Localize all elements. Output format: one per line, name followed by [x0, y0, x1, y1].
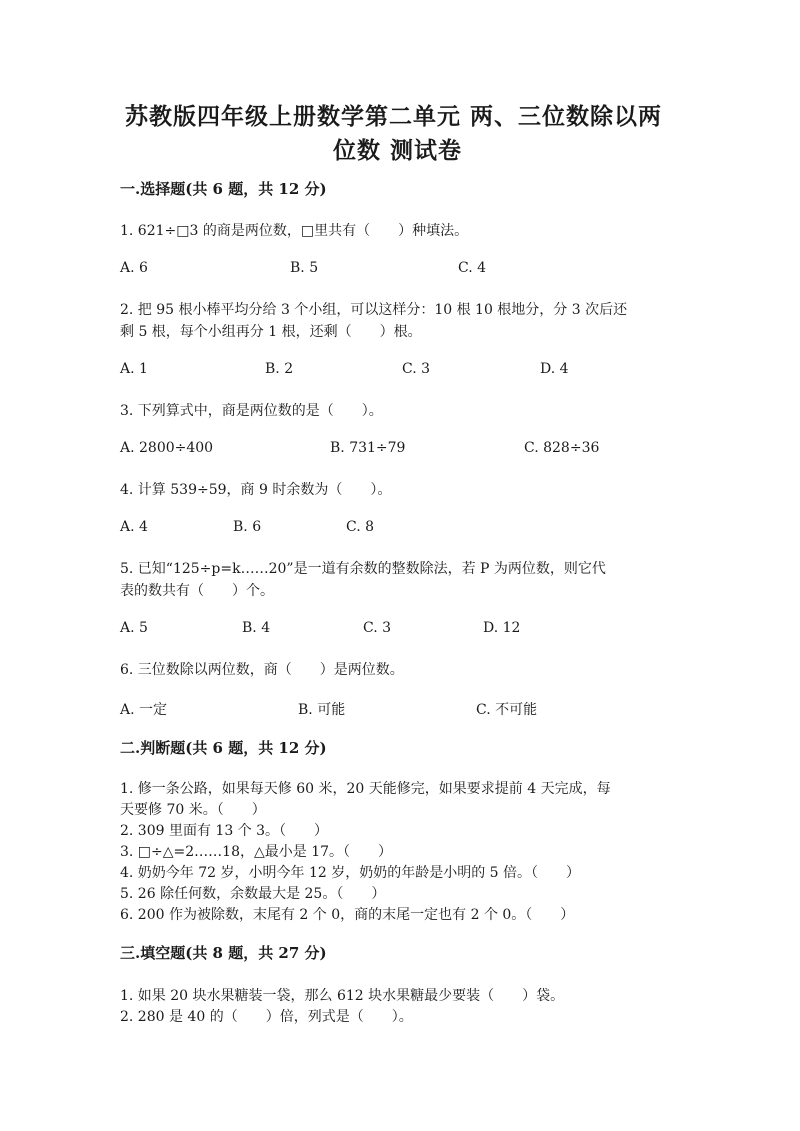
- fill-item-2: 2. 280 是 40 的（ ）倍，列式是（ ）。: [120, 1009, 413, 1025]
- q1-option-a: A. 6: [120, 260, 148, 276]
- q6-option-a: A. 一定: [120, 702, 168, 718]
- q1-option-c: C. 4: [458, 260, 487, 276]
- q4-option-b: B. 6: [233, 519, 262, 535]
- q5-option-d: D. 12: [483, 620, 521, 636]
- q4-option-a: A. 4: [120, 519, 148, 535]
- q2-option-d: D. 4: [540, 361, 569, 377]
- question-4: 4. 计算 539÷59，商 9 时余数为（ ）。: [120, 482, 392, 498]
- q1-option-b: B. 5: [290, 260, 319, 276]
- question-5-line1: 5. 已知“125÷p=k……20”是一道有余数的整数除法，若 P 为两位数，则它代: [120, 561, 606, 577]
- section-heading-fill-blank: 三.填空题(共 8 题，共 27 分): [120, 944, 327, 962]
- q5-option-c: C. 3: [363, 620, 392, 636]
- q2-option-a: A. 1: [120, 361, 148, 377]
- section-heading-choice: 一.选择题(共 6 题，共 12 分): [120, 180, 327, 198]
- q6-option-b: B. 可能: [298, 702, 346, 718]
- q6-option-c: C. 不可能: [476, 702, 538, 718]
- fill-item-1: 1. 如果 20 块水果糖装一袋，那么 612 块水果糖最少要装（ ）袋。: [120, 988, 565, 1004]
- q3-option-c: C. 828÷36: [524, 440, 600, 456]
- judge-item-2: 2. 309 里面有 13 个 3。（ ）: [120, 823, 329, 839]
- question-1: 1. 621÷□3 的商是两位数，□里共有（ ）种填法。: [120, 223, 469, 239]
- judge-item-6: 6. 200 作为被除数，末尾有 2 个 0，商的末尾一定也有 2 个 0。（ ）: [120, 907, 575, 923]
- question-5-line2: 表的数共有（ ）个。: [120, 583, 274, 599]
- question-2-line1: 2. 把 95 根小棒平均分给 3 个小组，可以这样分：10 根 10 根地分，分 3 次后还: [120, 302, 628, 318]
- judge-item-5: 5. 26 除任何数，余数最大是 25。（ ）: [120, 886, 386, 902]
- question-3: 3. 下列算式中，商是两位数的是（ ）。: [120, 403, 383, 419]
- page-title-line1: 苏教版四年级上册数学第二单元 两、三位数除以两: [125, 103, 663, 130]
- q5-option-b: B. 4: [242, 620, 271, 636]
- page-title-line2: 位数 测试卷: [333, 137, 463, 164]
- q2-option-b: B. 2: [265, 361, 294, 377]
- q3-option-a: A. 2800÷400: [120, 440, 214, 456]
- section-heading-judgement: 二.判断题(共 6 题，共 12 分): [120, 739, 327, 757]
- question-2-line2: 剩 5 根，每个小组再分 1 根，还剩（ ）根。: [120, 324, 422, 340]
- judge-item-1-line1: 1. 修一条公路，如果每天修 60 米，20 天能修完，如果要求提前 4 天完成，每: [120, 781, 611, 797]
- q3-option-b: B. 731÷79: [330, 440, 406, 456]
- judge-item-3: 3. □÷△=2……18，△最小是 17。（ ）: [120, 844, 393, 860]
- q2-option-c: C. 3: [402, 361, 431, 377]
- q4-option-c: C. 8: [346, 519, 375, 535]
- q5-option-a: A. 5: [120, 620, 148, 636]
- question-6: 6. 三位数除以两位数，商（ ）是两位数。: [120, 662, 404, 678]
- judge-item-4: 4. 奶奶今年 72 岁，小明今年 12 岁，奶奶的年龄是小明的 5 倍。（ ）: [120, 865, 581, 881]
- judge-item-1-line2: 天要修 70 米。（ ）: [120, 802, 266, 818]
